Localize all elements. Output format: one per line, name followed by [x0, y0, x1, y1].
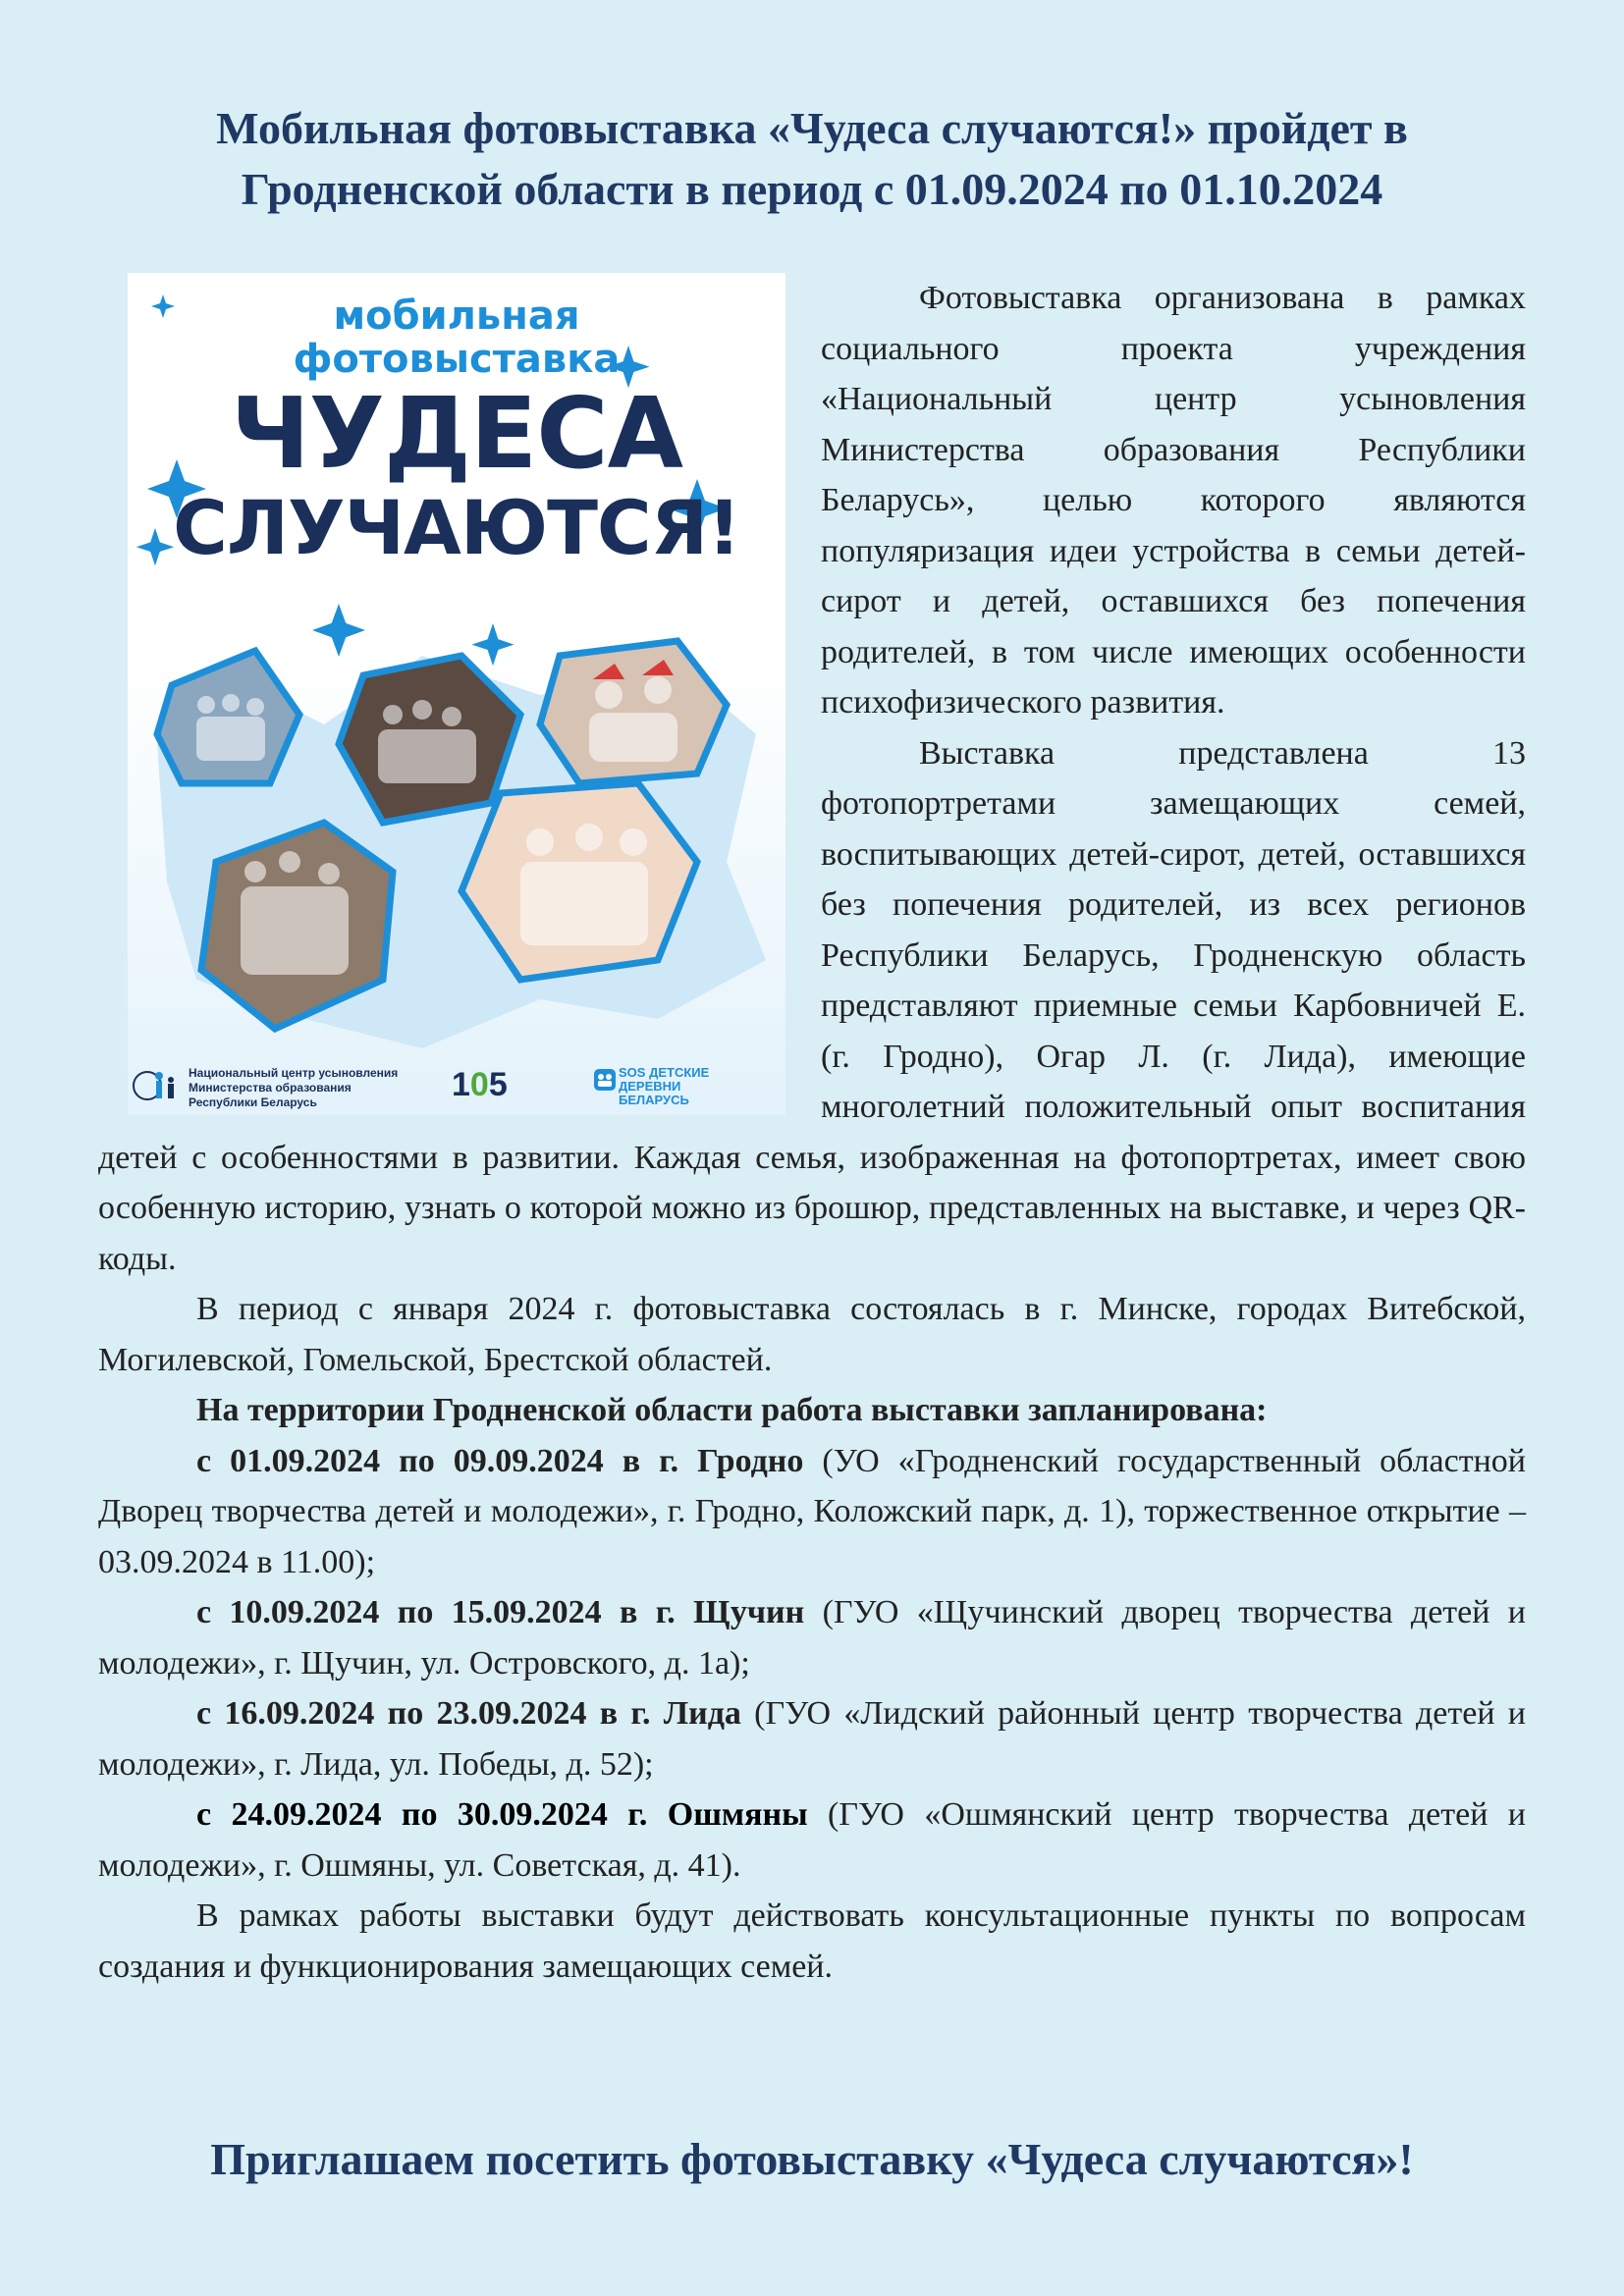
anniversary-digit-0: 0: [469, 1066, 489, 1103]
paragraph-history: В период с января 2024 г. фотовыставка состоялась в г. Минске, городах Витебской, Могилевской, Гомельской, Брестской областей.: [98, 1291, 1526, 1378]
sos-logo-icon: [593, 1068, 617, 1092]
adoption-center-line-1: Национальный центр усыновления: [189, 1066, 399, 1080]
sos-line-2: ДЕРЕВНИ: [619, 1079, 681, 1094]
adoption-center-line-2: Министерства образования: [189, 1081, 352, 1095]
schedule-lida-dates: с 16.09.2024 по 23.09.2024 в г. Лида: [196, 1695, 741, 1732]
schedule-item-lida: [98, 1688, 1526, 1789]
schedule-shchuchin-details: (ГУО «Щучинский дворец творчества детей и молодежи», г. Щучин, ул. Островского, д. 1а);: [98, 1594, 1526, 1682]
paragraph-exhibition: Выставка представлена 13 фотопортретами замещающих семей, воспитывающих детей-сирот, детей, оставшихся без попечения родителей, из всех регионов Республики Беларусь, Гродненскую область представляют приемные семьи Карбовничей Е. (г. Гродно), Огар Л. (г. Лида), имеющие многолетний положительный опыт воспитания детей с особенностями в развитии. Каждая семья, изображенная на фотопортретах, имеет свою особенную историю, узнать о которой можно из брошюр, представленных на выставке, и через QR-коды.: [98, 734, 1526, 1277]
sos-line-1: SOS ДЕТСКИЕ: [619, 1065, 710, 1080]
title-line-1: Мобильная фотовыставка «Чудеса случаются!» пройдет в: [216, 103, 1408, 153]
family-logo-icon: [132, 1066, 187, 1105]
poster-headline: [128, 376, 785, 571]
sos-line-3: БЕЛАРУСЬ: [619, 1093, 689, 1107]
adoption-center-label: [189, 1066, 424, 1110]
schedule-oshmyany-dates: с 24.09.2024 по 30.09.2024 г. Ошмяны: [196, 1796, 808, 1833]
article-body: [98, 273, 1526, 1992]
schedule-oshmyany-details: (ГУО «Ошмянский центр творчества детей и молодежи», г. Ошмяны, ул. Советская, д. 41).: [98, 1796, 1527, 1884]
schedule-shchuchin-dates: с 10.09.2024 по 15.09.2024 в г. Щучин: [196, 1594, 805, 1630]
poster-headline-line-2: СЛУЧАЮТСЯ!: [173, 484, 740, 571]
paragraph-consultations: В рамках работы выставки будут действовать консультационные пункты по вопросам создания и функционирования замещающих семей.: [98, 1897, 1526, 1985]
sos-villages-label: [619, 1066, 776, 1107]
exhibition-poster: [98, 273, 785, 1115]
poster-image: [128, 273, 785, 1115]
poster-subtitle-line-2: фотовыставка: [293, 337, 621, 382]
schedule-item-shchuchin: [98, 1587, 1526, 1688]
poster-subtitle: [128, 294, 785, 381]
schedule-heading: [98, 1385, 1526, 1436]
poster-headline-line-1: ЧУДЕСА: [230, 376, 683, 491]
paragraph-intro: Фотовыставка организована в рамках социального проекта учреждения «Национальный центр усыновления Министерства образования Республики Беларусь», целью которого являются популяризация идеи устройства в семьи детей-сирот и детей, оставшихся без попечения родителей, в том числе имеющих особенности психофизического развития.: [821, 280, 1526, 721]
schedule-item-oshmyany: [98, 1789, 1526, 1891]
schedule-lida-details: (ГУО «Лидский районный центр творчества детей и молодежи», г. Лида, ул. Победы, д. 52);: [98, 1695, 1526, 1783]
schedule-grodno-details: (УО «Гродненский государственный областной Дворец творчества детей и молодежи», г. Гродно, Коложский парк, д. 1), торжественное открытие – 03.09.2024 в 11.00);: [98, 1442, 1526, 1580]
page-title: [98, 98, 1526, 220]
anniversary-digit-1: 1: [452, 1066, 470, 1103]
title-line-2: Гродненской области в период с 01.09.2024 по 01.10.2024: [241, 164, 1383, 214]
schedule-grodno-dates: с 01.09.2024 по 09.09.2024 в г. Гродно: [196, 1442, 804, 1479]
adoption-center-line-3: Республики Беларусь: [189, 1095, 317, 1109]
schedule-item-grodno: [98, 1436, 1526, 1588]
invitation-heading: Приглашаем посетить фотовыставку «Чудеса случаются»!: [210, 2134, 1414, 2184]
anniversary-digit-5: 5: [488, 1066, 508, 1103]
poster-subtitle-line-1: мобильная: [333, 294, 580, 339]
schedule-heading-text: На территории Гродненской области работа выставки запланирована:: [196, 1392, 1268, 1428]
anniversary-logo: [452, 1060, 508, 1111]
poster-footer: [128, 1058, 785, 1115]
